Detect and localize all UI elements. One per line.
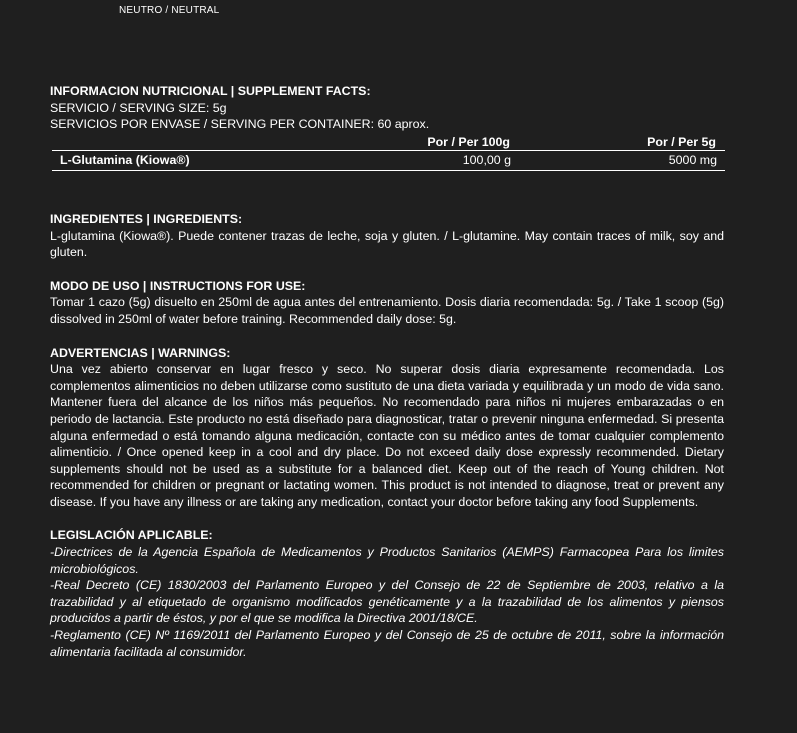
column-header-per-serving: Por / Per 5g bbox=[647, 134, 716, 149]
warnings-text: Una vez abierto conservar en lugar fresco y seco. No superar dosis diaria expresamente recomendada. Los complementos alimenticios no deben utilizarse como sustituto de una dieta variada y equilibrada y un modo de vida sano. Mantener fuera del alcance de los niños más pequeños. No recomendado para niños ni mujeres embarazadas o en periodo de lactancia. Este producto no está diseñado para diagnosticar, tratar o prevenir ninguna enfermedad. Si presenta alguna enfermedad o está tomando alguna medicación, contacte con su médico antes de tomar cualquier complemento alimenticio. / Once opened keep in a cool and dry place. Do not exceed daily dose expressly recommended. Dietary supplements should not be used as a substitute for a balanced diet. Keep out of the reach of Young children. Not recommended for children or pregnant or lactating women. This product is not intended to diagnose, treat or prevent any disease. If you have any illness or are taking any medication, contact your doctor before taking any food Supplements. bbox=[50, 362, 724, 509]
nutrient-name: L-Glutamina (Kiowa®) bbox=[60, 153, 190, 168]
nutrient-per-serving: 5000 mg bbox=[668, 153, 717, 168]
column-header-name bbox=[50, 134, 375, 151]
table-row bbox=[52, 150, 725, 171]
legislation-item: -Reglamento (CE) Nº 1169/2011 del Parlamento Europeo y del Consejo de 25 de octubre de 2011, sobre la información alimentaria facilitada al consumidor. bbox=[50, 628, 724, 659]
usage-text: Tomar 1 cazo (5g) disuelto en 250ml de agua antes del entrenamiento. Dosis diaria recomendada: 5g. / Take 1 scoop (5g) dissolved in 250ml of water before training. Recommended daily dose: 5g. bbox=[50, 295, 724, 326]
warnings-heading: ADVERTENCIAS | WARNINGS: bbox=[50, 345, 231, 360]
legislation-heading: LEGISLACIÓN APLICABLE: bbox=[50, 528, 213, 543]
usage-heading: MODO DE USO | INSTRUCTIONS FOR USE: bbox=[50, 278, 306, 293]
nutrition-heading: INFORMACION NUTRICIONAL | SUPPLEMENT FACTS: bbox=[50, 84, 371, 98]
flavor-label: NEUTRO / NEUTRAL bbox=[119, 5, 220, 16]
label-document bbox=[50, 83, 724, 660]
ingredients-text: L-glutamina (Kiowa®). Puede contener trazas de leche, soja y gluten. / L-glutamine. May contain traces of milk, soy and gluten. bbox=[50, 228, 724, 260]
nutrient-per-100g: 100,00 g bbox=[462, 153, 511, 168]
serving-size: SERVICIO / SERVING SIZE: 5g bbox=[50, 100, 227, 115]
servings-per-container: SERVICIOS POR ENVASE / SERVING PER CONTAINER: 60 aprox. bbox=[50, 117, 430, 132]
legislation-item: -Real Decreto (CE) 1830/2003 del Parlamento Europeo y del Consejo de 22 de Septiembre de 2003, relativo a la trazabilidad y al etiquetado de organismo modificados genéticamente y a la trazabilidad de los alimentos y piensos producidos a partir de éstos, y por el que se modifica la Directiva 2001/18/CE. bbox=[50, 578, 724, 626]
column-header-per-100g: Por / Per 100g bbox=[427, 134, 510, 149]
legislation-item: -Directrices de la Agencia Española de Medicamentos y Productos Sanitarios (AEMPS) Farmacopea Para los limites microbiológicos. bbox=[50, 545, 724, 576]
nutrition-table-header bbox=[50, 134, 724, 151]
ingredients-heading: INGREDIENTES | INGREDIENTS: bbox=[50, 211, 243, 226]
